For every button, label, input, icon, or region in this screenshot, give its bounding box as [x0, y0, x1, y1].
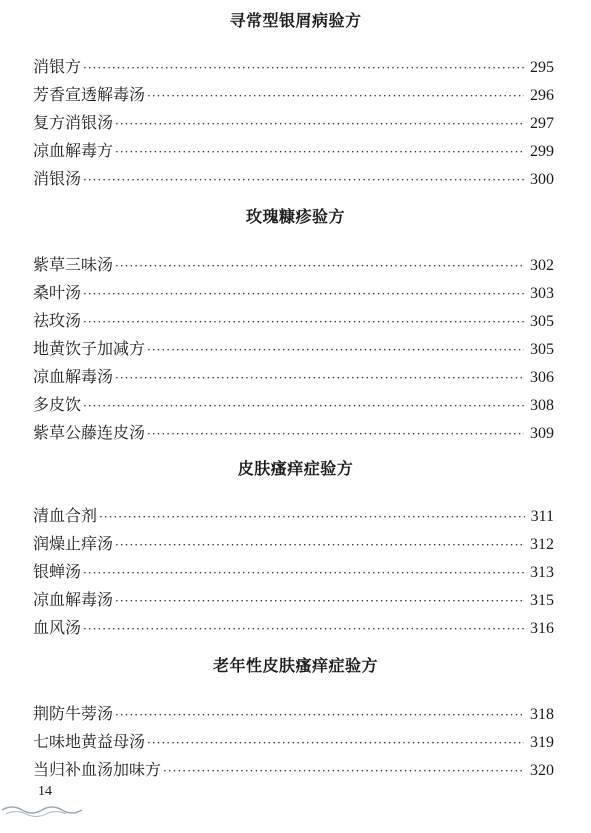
entry-title: 消银方 — [33, 57, 82, 76]
entry-title: 七味地黄益母汤 — [33, 732, 146, 751]
entry-page-number: 299 — [530, 143, 554, 160]
entry-page-number: 311 — [530, 508, 554, 525]
page-number: 14 — [38, 784, 52, 799]
toc-entry[interactable] — [33, 756, 554, 784]
toc-entry[interactable] — [33, 165, 554, 193]
dot-leader — [115, 587, 524, 615]
toc-entry[interactable] — [33, 109, 554, 137]
entry-page-number: 309 — [530, 425, 554, 442]
toc-entry[interactable] — [33, 251, 554, 279]
wave-ornament — [0, 800, 90, 820]
entry-page-number: 312 — [530, 536, 554, 553]
dot-leader — [115, 701, 524, 729]
dot-leader — [115, 138, 524, 166]
entry-page-number: 305 — [530, 341, 554, 358]
toc-entry[interactable] — [33, 81, 554, 109]
entry-page-number: 306 — [530, 369, 554, 386]
entry-page-number: 297 — [530, 115, 554, 132]
dot-leader — [83, 559, 524, 587]
entry-title: 凉血解毒汤 — [33, 367, 114, 386]
entry-page-number: 295 — [530, 59, 554, 76]
entry-title: 紫草公藤连皮汤 — [33, 423, 146, 442]
dot-leader — [147, 336, 524, 364]
dot-leader — [147, 82, 524, 110]
toc-entry[interactable] — [33, 307, 554, 335]
entry-page-number: 302 — [530, 257, 554, 274]
entry-title: 润燥止痒汤 — [33, 534, 114, 553]
entry-title: 芳香宣透解毒汤 — [33, 85, 146, 104]
dot-leader — [83, 615, 524, 643]
dot-leader — [147, 729, 524, 757]
toc-entry[interactable] — [33, 279, 554, 307]
entry-page-number: 300 — [530, 171, 554, 188]
dot-leader — [83, 308, 524, 336]
entry-page-number: 315 — [530, 592, 554, 609]
entry-title: 凉血解毒汤 — [33, 590, 114, 609]
toc-entry[interactable] — [33, 502, 554, 530]
section-heading: 老年性皮肤瘙痒症验方 — [212, 656, 378, 675]
entry-page-number: 319 — [530, 734, 554, 751]
entry-page-number: 305 — [530, 313, 554, 330]
entry-title: 复方消银汤 — [33, 113, 114, 132]
entry-title: 银蝉汤 — [33, 562, 82, 581]
entry-title: 消银汤 — [33, 169, 82, 188]
toc-entry[interactable] — [33, 558, 554, 586]
dot-leader — [99, 503, 525, 531]
entry-title: 凉血解毒方 — [33, 141, 114, 160]
dot-leader — [115, 364, 524, 392]
dot-leader — [83, 166, 524, 194]
toc-entry[interactable] — [33, 614, 554, 642]
entry-title: 祛玫汤 — [33, 311, 82, 330]
entry-title: 当归补血汤加味方 — [33, 760, 162, 779]
toc-entry[interactable] — [33, 335, 554, 363]
toc-entry[interactable] — [33, 419, 554, 447]
toc-entry[interactable] — [33, 53, 554, 81]
section-heading: 皮肤瘙痒症验方 — [237, 459, 354, 478]
toc-entry[interactable] — [33, 391, 554, 419]
toc-entry[interactable] — [33, 728, 554, 756]
dot-leader — [163, 757, 524, 785]
dot-leader — [147, 420, 524, 448]
toc-entry[interactable] — [33, 586, 554, 614]
toc-entry[interactable] — [33, 530, 554, 558]
entry-page-number: 316 — [530, 620, 554, 637]
section-heading: 玫瑰糠疹验方 — [245, 207, 345, 226]
entry-page-number: 318 — [530, 706, 554, 723]
entry-page-number: 303 — [530, 285, 554, 302]
entry-title: 荆防牛蒡汤 — [33, 704, 114, 723]
dot-leader — [83, 392, 524, 420]
entry-page-number: 320 — [530, 762, 554, 779]
entry-title: 桑叶汤 — [33, 283, 82, 302]
section-heading: 寻常型银屑病验方 — [229, 11, 362, 30]
dot-leader — [115, 531, 524, 559]
dot-leader — [115, 110, 524, 138]
toc-entry[interactable] — [33, 363, 554, 391]
entry-title: 血风汤 — [33, 618, 82, 637]
entry-title: 紫草三味汤 — [33, 255, 114, 274]
toc-entry[interactable] — [33, 137, 554, 165]
dot-leader — [115, 252, 524, 280]
dot-leader — [83, 280, 524, 308]
dot-leader — [83, 54, 524, 82]
entry-title: 地黄饮子加减方 — [33, 339, 146, 358]
entry-page-number: 296 — [530, 87, 554, 104]
toc-entry[interactable] — [33, 700, 554, 728]
entry-page-number: 313 — [530, 564, 554, 581]
entry-title: 多皮饮 — [33, 395, 82, 414]
entry-title: 清血合剂 — [33, 506, 98, 525]
entry-page-number: 308 — [530, 397, 554, 414]
